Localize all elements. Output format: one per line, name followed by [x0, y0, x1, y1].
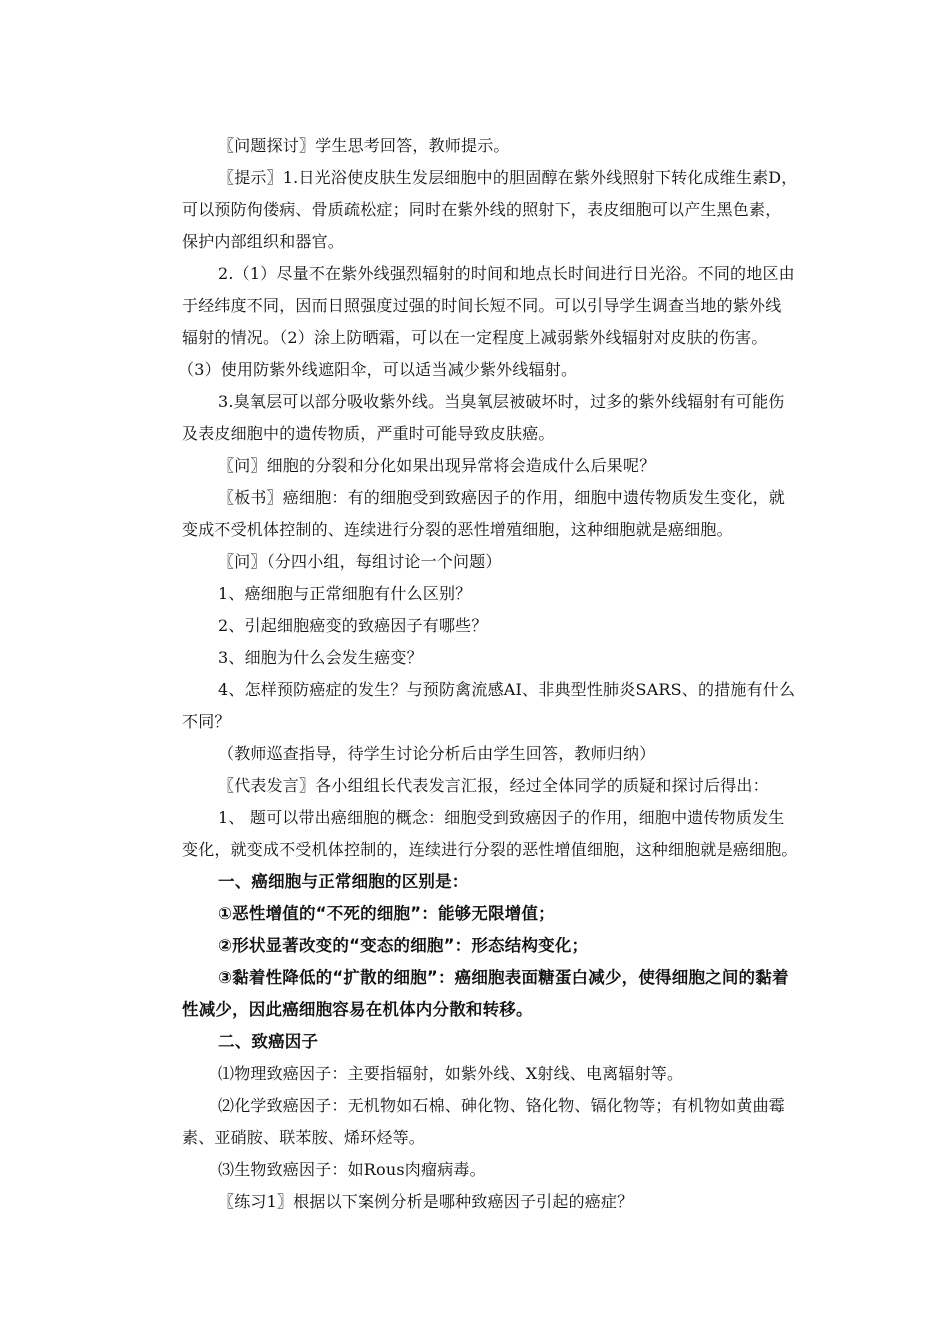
text-line: 〖提示〗1.日光浴使皮肤生发层细胞中的胆固醇在紫外线照射下转化成维生素D，	[218, 168, 798, 187]
text-line: 3.臭氧层可以部分吸收紫外线。当臭氧层被破坏时，过多的紫外线辐射有可能伤	[218, 392, 785, 411]
text-line: 4、怎样预防癌症的发生？与预防禽流感AI、非典型性肺炎SARS、的措施有什么	[218, 680, 796, 699]
text-line: ⑶生物致癌因子：如Rous肉瘤病毒。	[218, 1160, 486, 1179]
text-line: 〖问题探讨〗学生思考回答，教师提示。	[218, 136, 510, 155]
text-line: 1、 题可以带出癌细胞的概念：细胞受到致癌因子的作用，细胞中遗传物质发生	[218, 808, 785, 827]
text-line: ⑴物理致癌因子：主要指辐射，如紫外线、X射线、电离辐射等。	[218, 1064, 684, 1083]
text-line: 保护内部组织和器官。	[182, 232, 345, 251]
text-line: 不同？	[182, 712, 231, 731]
bold-text-line: ③黏着性降低的“扩散的细胞”：癌细胞表面糖蛋白减少，使得细胞之间的黏着	[218, 968, 789, 987]
text-line: 素、亚硝胺、联苯胺、烯环烃等。	[182, 1128, 426, 1147]
text-line: 可以预防佝偻病、骨质疏松症；同时在紫外线的照射下，表皮细胞可以产生黑色素，	[182, 200, 782, 219]
text-line: 变成不受机体控制的、连续进行分裂的恶性增殖细胞，这种细胞就是癌细胞。	[182, 520, 733, 539]
text-line: （3）使用防紫外线遮阳伞，可以适当减少紫外线辐射。	[178, 360, 578, 379]
bold-text-line: ②形状显著改变的“变态的细胞”：形态结构变化；	[218, 936, 589, 955]
text-line: 1、癌细胞与正常细胞有什么区别？	[218, 584, 472, 603]
text-line: 〖代表发言〗各小组组长代表发言汇报，经过全体同学的质疑和探讨后得出：	[218, 776, 769, 795]
bold-text-line: 性减少，因此癌细胞容易在机体内分散和转移。	[182, 1000, 533, 1019]
text-line: 〖练习1〗根据以下案例分析是哪种致癌因子引起的癌症？	[218, 1192, 634, 1211]
section-heading: 二、致癌因子	[218, 1032, 319, 1051]
text-line: ⑵化学致癌因子：无机物如石棉、砷化物、铬化物、镉化物等；有机物如黄曲霉	[218, 1096, 786, 1115]
section-heading: 一、癌细胞与正常细胞的区别是：	[218, 872, 469, 891]
text-line: 于经纬度不同，因而日照强度过强的时间长短不同。可以引导学生调查当地的紫外线	[182, 296, 782, 315]
text-line: 2、引起细胞癌变的致癌因子有哪些？	[218, 616, 488, 635]
bold-text-line: ①恶性增值的“不死的细胞”：能够无限增值；	[218, 904, 555, 923]
text-line: 2.（1）尽量不在紫外线强烈辐射的时间和地点长时间进行日光浴。不同的地区由	[218, 264, 795, 283]
text-line: 〖板书〗癌细胞：有的细胞受到致癌因子的作用，细胞中遗传物质发生变化，就	[218, 488, 786, 507]
text-line: 〖问〗细胞的分裂和分化如果出现异常将会造成什么后果呢？	[218, 456, 656, 475]
text-line: 〖问〗（分四小组，每组讨论一个问题）	[218, 552, 502, 571]
text-line: （教师巡查指导，待学生讨论分析后由学生回答，教师归纳）	[218, 744, 656, 763]
text-line: 3、细胞为什么会发生癌变？	[218, 648, 423, 667]
text-line: 及表皮细胞中的遗传物质，严重时可能导致皮肤癌。	[182, 424, 555, 443]
text-line: 变化，就变成不受机体控制的，连续进行分裂的恶性增值细胞，这种细胞就是癌细胞。	[182, 840, 798, 859]
text-line: 辐射的情况。（2）涂上防晒霜，可以在一定程度上减弱紫外线辐射对皮肤的伤害。	[182, 328, 768, 347]
